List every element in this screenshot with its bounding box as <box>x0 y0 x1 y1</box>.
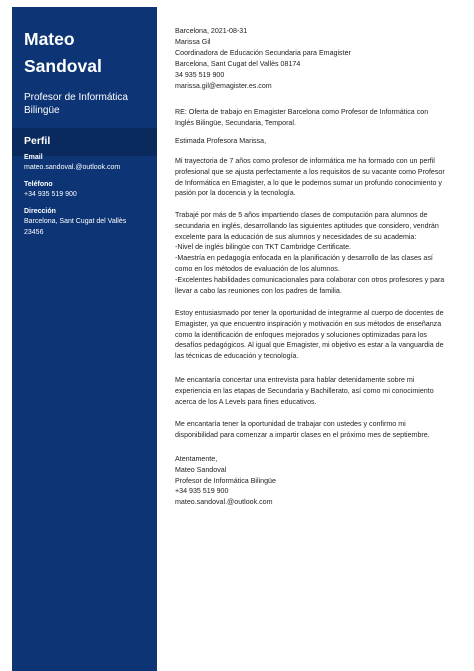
job-title-line-1: Profesor de Informática <box>24 92 128 103</box>
recipient-role: Coordinadora de Educación Secundaria para Emagister <box>175 49 351 57</box>
applicant-name <box>24 26 149 80</box>
paragraph-1-line: de Informática en Emagister, a lo que le podemos sumar un profundo conocimiento y <box>175 178 442 187</box>
address-line-2: 23456 <box>24 228 44 236</box>
paragraph-3-line: las técnicas de educación y tecnología. <box>175 352 299 361</box>
phone-value: +34 935 519 900 <box>24 191 77 198</box>
profile-heading-band <box>12 128 157 156</box>
paragraph-2-line: -Nivel de inglés bilingüe con TKT Cambridge Certificate. <box>175 243 351 252</box>
paragraph-2-line: -Maestría en pedagogía enfocada en la planificación y desarrollo de las clases así <box>175 254 433 263</box>
signature-title: Profesor de Informática Bilingüe <box>175 476 276 485</box>
address-line-1: Barcelona, Sant Cugat del Vallès <box>24 218 127 225</box>
greeting: Estimada Profesora Marissa, <box>175 137 267 145</box>
recipient-name: Marissa Gil <box>175 38 211 46</box>
paragraph-2-line: llevar a cabo las reuniones con los padres de familia. <box>175 286 342 295</box>
job-title <box>24 91 152 117</box>
paragraph-2-line: como en los métodos de evaluación de los alumnos. <box>175 264 340 273</box>
paragraph-4-line: acerca de los A Levels para fines educativos. <box>175 397 317 406</box>
closing-salutation: Atentamente, <box>175 455 218 463</box>
paragraph-4-line: Me encantaría concertar una entrevista para hablar detenidamente sobre mi <box>175 376 415 384</box>
paragraph-2-line: secundaria en inglés, desarrollando las siguientes aptitudes que considero, vendrán <box>175 221 439 230</box>
paragraph-1-line: profesional que se ajusta perfectamente a los requisitos de su vacante como Profesor <box>175 167 445 176</box>
subject-line <box>175 107 463 129</box>
job-title-line-2: Bilingüe <box>24 105 60 116</box>
subject-line-2: Inglés Bilingüe, Secundaria, Temporal. <box>175 118 296 127</box>
phone-block <box>24 180 154 201</box>
name-line-1: Mateo <box>24 29 75 49</box>
phone-label: Teléfono <box>24 181 53 188</box>
paragraph-5-line: disponibilidad para comenzar a impartir clases en el próximo mes de septiembre. <box>175 430 430 439</box>
paragraph-1-line: Mi trayectoria de 7 años como profesor de informática me ha formado con un perfil <box>175 157 435 165</box>
paragraph-2-line: excelente para la educación de sus alumnos y necesidades de su academia: <box>175 232 417 241</box>
paragraph-5 <box>175 419 463 441</box>
paragraph-3 <box>175 308 463 362</box>
paragraph-1 <box>175 156 463 199</box>
signature-name: Mateo Sandoval <box>175 465 227 474</box>
name-line-2: Sandoval <box>24 56 102 76</box>
recipient-email: marissa.gil@emagister.es.com <box>175 82 272 90</box>
letter-date: Barcelona, 2021-08-31 <box>175 27 248 35</box>
paragraph-2 <box>175 210 463 296</box>
profile-heading: Perfil <box>24 135 51 147</box>
email-label: Email <box>24 154 43 161</box>
paragraph-3-line: Emagister, ya que encuentro inspiración y motivación en sus métodos de enseñanza <box>175 319 442 328</box>
paragraph-3-line: como la identificación de enfoques mejorados y soluciones optimizadas para los <box>175 330 427 339</box>
recipient-phone: 34 935 519 900 <box>175 71 225 79</box>
recipient-address: Barcelona, Sant Cugat del Vallès 08174 <box>175 60 301 68</box>
closing-block <box>175 454 463 508</box>
signature-email: mateo.sandoval.@outlook.com <box>175 498 273 507</box>
email-block <box>24 153 154 174</box>
paragraph-5-line: Me encantaría tener la oportunidad de trabajar con ustedes y confirmo mi <box>175 420 406 428</box>
subject-line-1: RE: Oferta de trabajo en Emagister Barcelona como Profesor de Informática con <box>175 108 429 116</box>
paragraph-1-line: pasión por la docencia y la tecnología. <box>175 189 296 198</box>
address-label: Dirección <box>24 208 56 215</box>
sidebar <box>12 7 157 671</box>
signature-phone: +34 935 519 900 <box>175 487 229 496</box>
paragraph-2-line: Trabajé por más de 5 años impartiendo clases de computación para alumnos de <box>175 211 428 219</box>
paragraph-2-line: -Excelentes habilidades comunicacionales para colaborar con otros profesores y para <box>175 275 445 284</box>
paragraph-3-line: desafíos pedagógicos. Al igual que Emagister, mi objetivo es estar a la vanguardia de <box>175 341 444 350</box>
paragraph-4 <box>175 375 463 407</box>
email-value: mateo.sandoval.@outlook.com <box>24 164 121 171</box>
paragraph-3-line: Estoy entusiasmado por tener la oportunidad de integrarme al cuerpo de docentes de <box>175 309 444 317</box>
paragraph-4-line: experiencia en las etapas de Secundaria y Bachillerato, así como mi conocimiento <box>175 386 434 395</box>
address-block <box>24 207 154 238</box>
